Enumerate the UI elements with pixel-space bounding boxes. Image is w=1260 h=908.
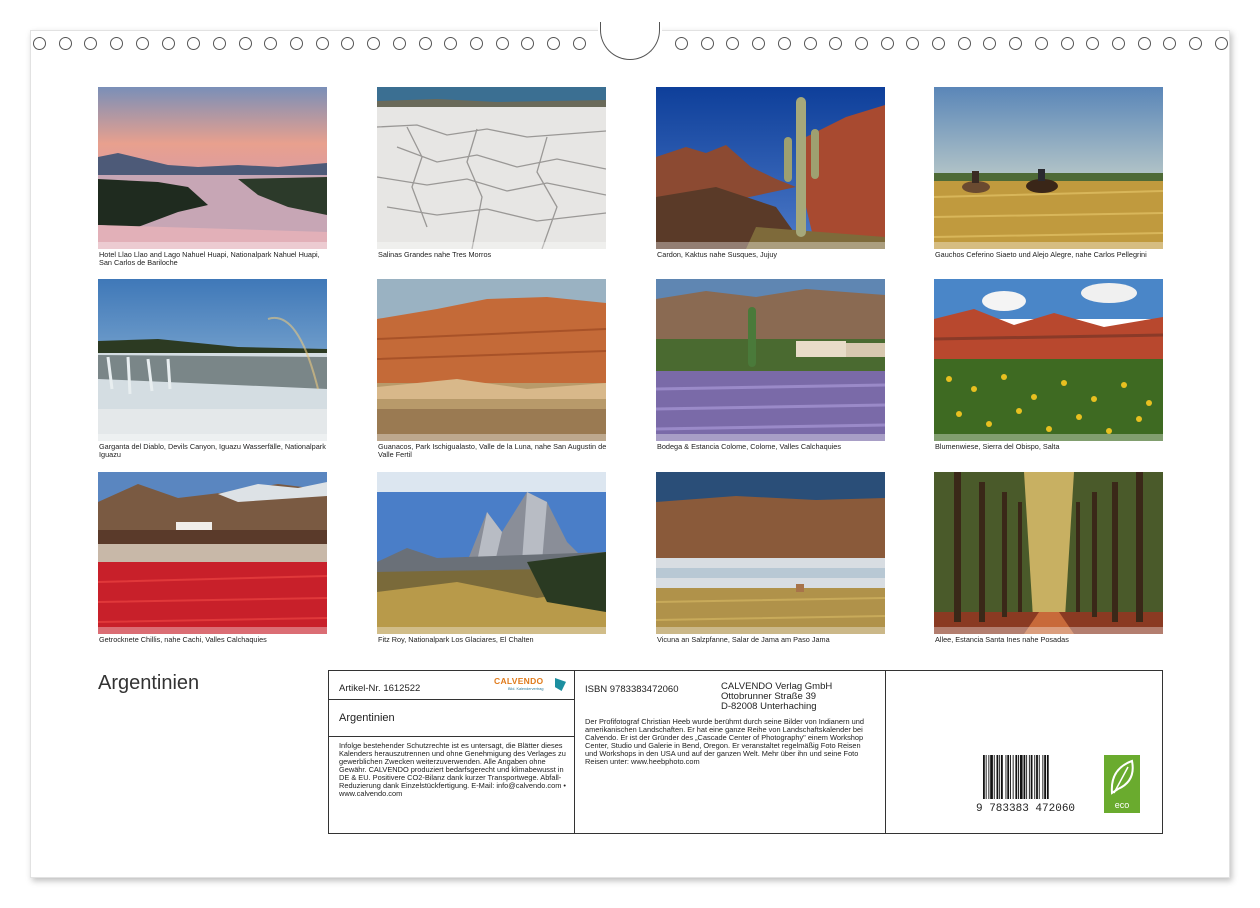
binding-ring — [804, 37, 817, 50]
leaf-icon — [1104, 755, 1140, 799]
info-column-middle — [575, 671, 886, 833]
info-title: Argentinien — [339, 712, 395, 724]
barcode-bar — [1031, 755, 1033, 799]
barcode-bar — [1015, 755, 1017, 799]
binding-ring — [367, 37, 380, 50]
binding-ring — [881, 37, 894, 50]
photo-ischigualasto — [377, 279, 606, 441]
binding-ring — [290, 37, 303, 50]
photo-llao-llao — [98, 87, 327, 249]
binding-ring — [701, 37, 714, 50]
barcode-bar — [1044, 755, 1046, 799]
barcode-bar — [1036, 755, 1038, 799]
binding-ring — [1035, 37, 1048, 50]
caption-chillis: Getrocknete Chillis, nahe Cachi, Valles Calchaquies — [99, 635, 267, 644]
binding-ring — [752, 37, 765, 50]
binding-ring — [675, 37, 688, 50]
binding-ring — [496, 37, 509, 50]
barcode-bar — [1013, 755, 1014, 799]
binding-ring — [213, 37, 226, 50]
barcode-bar — [1007, 755, 1009, 799]
photo-colome — [656, 279, 885, 441]
binding-ring — [829, 37, 842, 50]
binding-ring — [341, 37, 354, 50]
binding-ring — [1009, 37, 1022, 50]
publisher-street: Ottobrunner Straße 39 — [721, 691, 817, 702]
logo-tagline: Bild. Kalendervertrag — [508, 687, 544, 691]
info-column-left — [329, 671, 575, 833]
info-box — [328, 670, 1163, 834]
binding-ring — [110, 37, 123, 50]
binding-ring — [239, 37, 252, 50]
binding-ring — [958, 37, 971, 50]
binding-ring — [1215, 37, 1228, 50]
caption-allee: Allee, Estancia Santa Ines nahe Posadas — [935, 635, 1069, 644]
barcode-bar — [1024, 755, 1026, 799]
barcode-bar — [1034, 755, 1035, 799]
logo-mark-icon — [555, 678, 566, 691]
publisher-name: CALVENDO Verlag GmbH — [721, 681, 833, 692]
barcode-bar — [1006, 755, 1007, 799]
caption-colome: Bodega & Estancia Colome, Colome, Valles Calchaquies — [657, 442, 842, 451]
barcode-bar — [1020, 755, 1023, 799]
binding-ring — [983, 37, 996, 50]
binding-ring — [726, 37, 739, 50]
barcode-bar — [988, 755, 989, 799]
caption-ischigualasto: Guanacos, Park Ischigualasto, Valle de la Luna, nahe San Augustin de Valle Fertil — [378, 442, 607, 459]
barcode-bar — [986, 755, 987, 799]
binding-ring — [855, 37, 868, 50]
barcode-digits: 9 783383 472060 — [976, 803, 1076, 815]
barcode-bar — [994, 755, 995, 799]
binding-ring — [444, 37, 457, 50]
photo-iguazu — [98, 279, 327, 441]
article-number: Artikel-Nr. 1612522 — [339, 683, 421, 694]
binding-ring — [932, 37, 945, 50]
calendar-title: Argentinien — [98, 672, 200, 694]
binding-ring — [573, 37, 586, 50]
publisher-city: D-82008 Unterhaching — [721, 701, 817, 712]
binding-ring — [419, 37, 432, 50]
barcode-bar — [1001, 755, 1003, 799]
barcode-bar — [1026, 755, 1027, 799]
binding-ring — [521, 37, 534, 50]
caption-vicuna: Vicuna an Salzpfanne, Salar de Jama am Paso Jama — [657, 635, 830, 644]
binding-ring — [1112, 37, 1125, 50]
caption-salinas: Salinas Grandes nahe Tres Morros — [378, 250, 492, 259]
article-row — [329, 671, 574, 700]
photo-chillis — [98, 472, 327, 634]
binding-ring — [316, 37, 329, 50]
caption-cardon: Cardon, Kaktus nahe Susques, Jujuy — [657, 250, 778, 259]
barcode-bar — [983, 755, 985, 799]
barcode-bar — [1010, 755, 1011, 799]
caption-gauchos: Gauchos Ceferino Siaeto und Alejo Alegre, nahe Carlos Pellegrini — [935, 250, 1147, 259]
binding-ring — [778, 37, 791, 50]
binding-ring — [59, 37, 72, 50]
logo-wordmark: CALVENDO — [494, 676, 544, 686]
caption-iguazu: Garganta del Diablo, Devils Canyon, Iguazu Wasserfälle, Nationalpark Iguazu — [99, 442, 326, 459]
caption-llao-llao: Hotel Llao Llao and Lago Nahuel Huapi, Nationalpark Nahuel Huapi, San Carlos de Bariloche — [99, 250, 320, 267]
photo-allee — [934, 472, 1163, 634]
binding-ring — [264, 37, 277, 50]
binding-ring — [1138, 37, 1151, 50]
photo-gauchos — [934, 87, 1163, 249]
caption-fitz-roy: Fitz Roy, Nationalpark Los Glaciares, El Chalten — [378, 635, 534, 644]
barcode-bar — [999, 755, 1000, 799]
barcode-bar — [1018, 755, 1019, 799]
barcode-bar — [1039, 755, 1040, 799]
info-column-right — [886, 671, 1162, 833]
binding-ring — [393, 37, 406, 50]
barcode-bar — [1042, 755, 1043, 799]
photo-blumenwiese — [934, 279, 1163, 441]
binding-ring — [1086, 37, 1099, 50]
binding-ring — [906, 37, 919, 50]
binding-ring — [187, 37, 200, 50]
calvendo-logo — [494, 676, 566, 694]
binding-ring — [1189, 37, 1202, 50]
photo-vicuna — [656, 472, 885, 634]
binding-ring — [547, 37, 560, 50]
eco-badge — [1104, 755, 1140, 813]
copyright-notice: Infolge bestehender Schutzrechte ist es untersagt, die Blätter dieses Kalenders herauszutrennen und ohne Genehmigung des Verlages zu gewerblichen Zwecken weiterzuverwenden. Alle Angaben ohne Gewähr. CALVENDO produziert bedarfsgerecht und klimabewusst in DE & EU. Positivere CO2-Bilanz dank kurzer Transportwege. Abfall-Reduzierung dank Einzelstückfertigung. E-Mail: info@calvendo.com • www.calvendo.com — [339, 741, 566, 798]
isbn: ISBN 9783383472060 — [585, 684, 679, 695]
barcode-bar — [997, 755, 999, 799]
title-row — [329, 700, 574, 737]
publisher-address — [721, 682, 832, 712]
binding-ring — [1061, 37, 1074, 50]
binding-ring — [1163, 37, 1176, 50]
barcode — [976, 755, 1086, 815]
photo-salinas — [377, 87, 606, 249]
photo-fitz-roy — [377, 472, 606, 634]
binding-ring — [33, 37, 46, 50]
binding-ring — [162, 37, 175, 50]
barcode-bar — [1029, 755, 1030, 799]
binding-ring — [470, 37, 483, 50]
photo-cardon — [656, 87, 885, 249]
photographer-bio: Der Profifotograf Christian Heeb wurde berühmt durch seine Bilder von Indianern und amerikanischen Landschaften. Er hat eine ganze Reihe von Landschaftskalender bei Calvendo. Er ist der Gründer des „Cascade Center of Photography" einem Workshop Center, Studio und Galerie in Bend, Oregon. Er veranstaltet regelmäßig Foto Reisen und Workshops in den USA und auf der ganzen Welt. Mehr über ihn und seine Foto Reisen unter: www.heebphoto.com — [585, 717, 864, 766]
binding-ring — [84, 37, 97, 50]
barcode-bar — [1047, 755, 1049, 799]
binding-ring — [136, 37, 149, 50]
barcode-bar — [990, 755, 993, 799]
eco-label: eco — [1114, 800, 1130, 810]
caption-blumenwiese: Blumenwiese, Sierra del Obispo, Salta — [935, 442, 1060, 451]
